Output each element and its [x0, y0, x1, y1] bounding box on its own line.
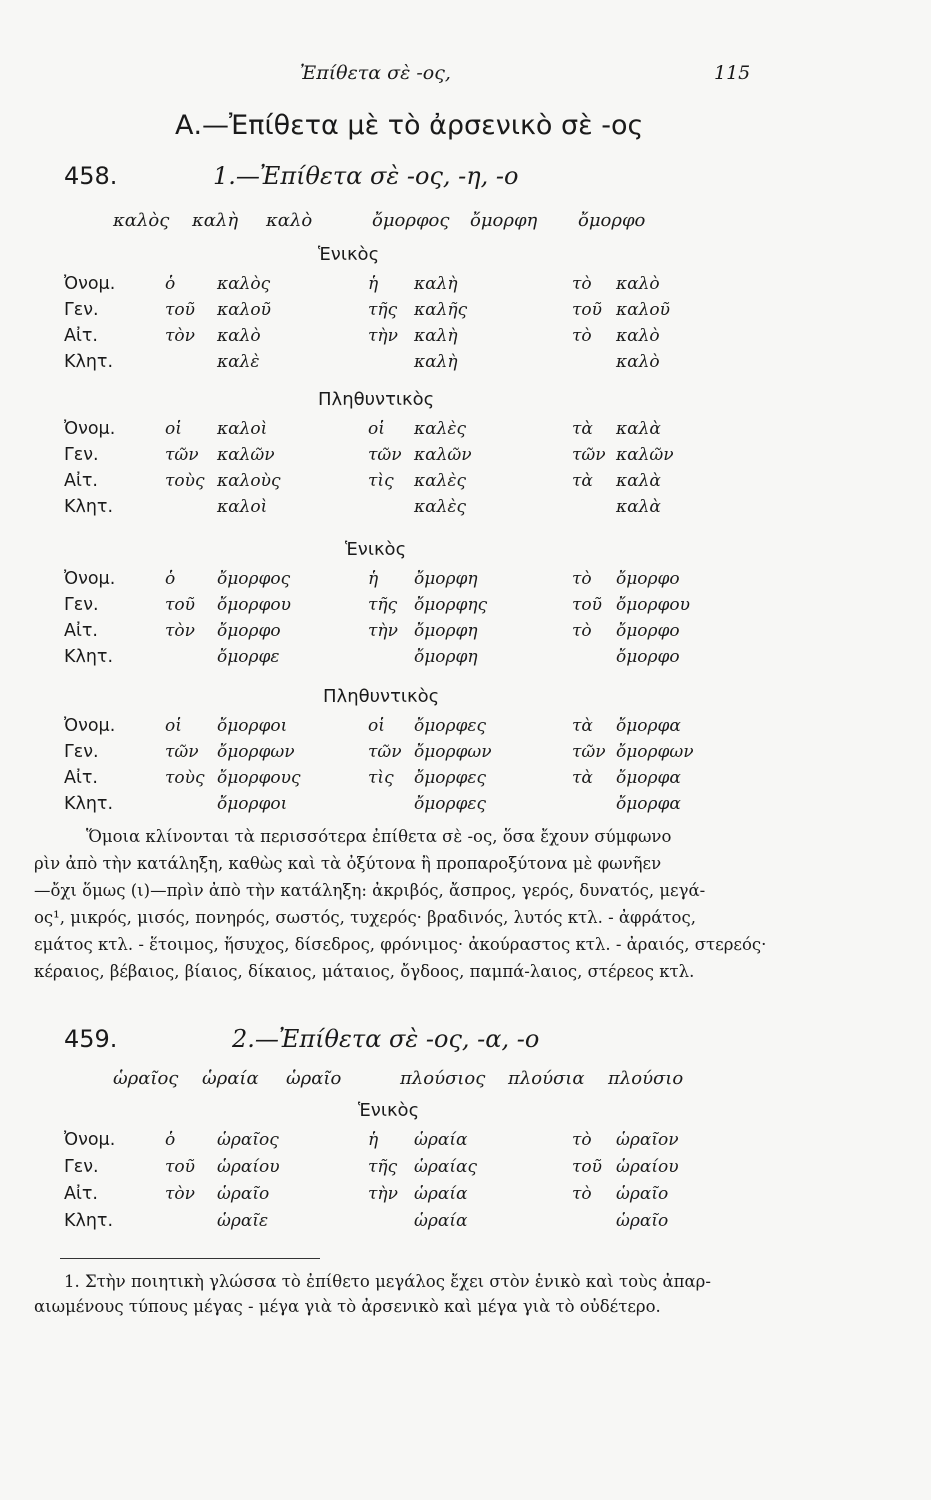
declension-cell: ὄμορφο	[616, 569, 680, 589]
declension-cell: τῶν	[165, 742, 199, 762]
declension-cell: ὄμορφοι	[217, 716, 288, 736]
declension-cell: τοῦ	[572, 595, 602, 615]
declension-cell: τῶν	[572, 742, 606, 762]
declension-cell: ὄμορφου	[217, 595, 291, 615]
case-label: Ὀνομ.	[64, 716, 116, 736]
declension-cell: τὸν	[165, 1184, 195, 1204]
declension-cell: καλὸ	[616, 274, 660, 294]
case-label: Γεν.	[64, 445, 99, 465]
lemma: ὡραῖος	[113, 1068, 179, 1089]
footnote-line: 1. Στὴν ποιητικὴ γλώσσα τὸ ἐπίθετο μεγάλος ἔχει στὸν ἑνικὸ καὶ τοὺς ἀπαρ-	[64, 1272, 711, 1291]
lemma: πλούσια	[508, 1068, 585, 1089]
declension-cell: τὸν	[165, 326, 195, 346]
subsection-heading-1: 1.—Ἐπίθετα σὲ -ος, -η, -ο	[213, 162, 519, 190]
declension-cell: τὸ	[572, 569, 592, 589]
declension-cell: ὡραία	[414, 1130, 468, 1150]
number-label-singular: Ἑνικὸς	[345, 539, 407, 560]
declension-cell: τῶν	[368, 742, 402, 762]
declension-cell: τῆς	[368, 300, 398, 320]
declension-cell: ὄμορφα	[616, 716, 681, 736]
declension-cell: οἱ	[165, 419, 182, 439]
lemma: ὄμορφος	[372, 210, 450, 231]
declension-cell: ὡραῖος	[217, 1130, 279, 1150]
declension-cell: ὡραῖε	[217, 1211, 269, 1231]
declension-cell: ἡ	[368, 569, 379, 589]
declension-cell: οἱ	[368, 419, 385, 439]
section-heading: Α.—Ἐπίθετα μὲ τὸ ἀρσενικὸ σὲ -ος	[175, 110, 644, 141]
declension-cell: τὸ	[572, 1184, 592, 1204]
declension-cell: καλὰ	[616, 497, 661, 517]
declension-cell: καλὸ	[616, 326, 660, 346]
lemma: καλὸς	[113, 210, 170, 231]
declension-cell: ὁ	[165, 274, 176, 294]
note-line: Ὅμοια κλίνονται τὰ περισσότερα ἐπίθετα σὲ -ος, ὅσα ἔχουν σύμφωνο	[86, 827, 672, 846]
note-line: ος¹, μικρός, μισός, πονηρός, σωστός, τυχερός· βραδινός, λυτός κτλ. - ἀφράτος,	[34, 908, 696, 927]
declension-cell: ὄμορφες	[414, 768, 487, 788]
declension-cell: ὡραίου	[217, 1157, 280, 1177]
declension-cell: καλοῦ	[217, 300, 271, 320]
declension-cell: τὴν	[368, 326, 398, 346]
declension-cell: ὄμορφα	[616, 768, 681, 788]
lemma: πλούσιος	[400, 1068, 486, 1089]
note-line: εμάτος κτλ. - ἕτοιμος, ἥσυχος, δίσεδρος, φρόνιμος· ἀκούραστος κτλ. - ἀραιός, στερεός·	[34, 935, 767, 954]
declension-cell: ὄμορφους	[217, 768, 301, 788]
page-number: 115	[714, 62, 751, 84]
declension-cell: ὄμορφης	[414, 595, 488, 615]
declension-cell: τὸ	[572, 326, 592, 346]
declension-cell: καλοὶ	[217, 497, 268, 517]
declension-cell: ὡραίου	[616, 1157, 679, 1177]
paragraph-number-458: 458.	[64, 162, 118, 190]
paragraph-number-459: 459.	[64, 1025, 118, 1053]
declension-cell: ὄμορφα	[616, 794, 681, 814]
declension-cell: καλὲς	[414, 497, 467, 517]
declension-cell: τῶν	[165, 445, 199, 465]
declension-cell: τὸ	[572, 621, 592, 641]
declension-cell: καλὸ	[616, 352, 660, 372]
declension-cell: ὡραῖο	[217, 1184, 270, 1204]
lemma: ὄμορφο	[578, 210, 646, 231]
declension-cell: ὄμορφων	[414, 742, 492, 762]
declension-cell: καλῆς	[414, 300, 468, 320]
declension-cell: ὄμορφες	[414, 716, 487, 736]
lemma: καλὴ	[192, 210, 239, 231]
declension-cell: καλὴ	[414, 352, 458, 372]
declension-cell: ὡραῖον	[616, 1130, 679, 1150]
case-label: Αἰτ.	[64, 471, 98, 491]
declension-cell: καλὴ	[414, 326, 458, 346]
case-label: Γεν.	[64, 595, 99, 615]
declension-cell: ὁ	[165, 569, 176, 589]
case-label: Ὀνομ.	[64, 274, 116, 294]
declension-cell: καλῶν	[616, 445, 674, 465]
case-label: Αἰτ.	[64, 326, 98, 346]
declension-cell: καλὰ	[616, 419, 661, 439]
declension-cell: τὴν	[368, 1184, 398, 1204]
running-head: Ἐπίθετα σὲ -ος,	[300, 62, 451, 84]
declension-cell: ὄμορφο	[217, 621, 281, 641]
declension-cell: τὶς	[368, 768, 394, 788]
declension-cell: τοῦ	[165, 300, 195, 320]
case-label: Αἰτ.	[64, 768, 98, 788]
number-label-plural: Πληθυντικὸς	[323, 686, 440, 707]
declension-cell: τοῦ	[165, 1157, 195, 1177]
case-label: Κλητ.	[64, 794, 114, 814]
declension-cell: τὶς	[368, 471, 394, 491]
declension-cell: τὰ	[572, 419, 593, 439]
declension-cell: καλὲς	[414, 471, 467, 491]
declension-cell: ὡραία	[414, 1211, 468, 1231]
declension-cell: οἱ	[368, 716, 385, 736]
case-label: Κλητ.	[64, 647, 114, 667]
declension-cell: ὄμορφες	[414, 794, 487, 814]
declension-cell: ὄμορφων	[616, 742, 694, 762]
lemma: ὡραία	[202, 1068, 259, 1089]
declension-cell: ὄμορφη	[414, 569, 478, 589]
declension-cell: καλὸ	[217, 326, 261, 346]
number-label-singular: Ἑνικὸς	[318, 244, 380, 265]
case-label: Γεν.	[64, 742, 99, 762]
declension-cell: ὡραῖο	[616, 1211, 669, 1231]
declension-cell: ἡ	[368, 1130, 379, 1150]
number-label-plural: Πληθυντικὸς	[318, 389, 435, 410]
declension-cell: τοὺς	[165, 768, 205, 788]
case-label: Κλητ.	[64, 497, 114, 517]
declension-cell: τὰ	[572, 471, 593, 491]
case-label: Κλητ.	[64, 352, 114, 372]
lemma: πλούσιο	[608, 1068, 684, 1089]
declension-cell: τῶν	[368, 445, 402, 465]
declension-cell: καλοὶ	[217, 419, 268, 439]
declension-cell: τὰ	[572, 716, 593, 736]
case-label: Γεν.	[64, 300, 99, 320]
declension-cell: ὡραία	[414, 1184, 468, 1204]
lemma: ὄμορφη	[470, 210, 538, 231]
declension-cell: τὸ	[572, 1130, 592, 1150]
declension-cell: τὸν	[165, 621, 195, 641]
note-line: —ὄχι ὅμως (ι)—πρὶν ἀπὸ τὴν κατάληξη: ἀκριβός, ἄσπρος, γερός, δυνατός, μεγά-	[34, 881, 706, 900]
declension-cell: ὄμορφο	[616, 647, 680, 667]
declension-cell: τοῦ	[165, 595, 195, 615]
footnote-line: αιωμένους τύπους μέγας - μέγα γιὰ τὸ ἀρσενικὸ καὶ μέγα γιὰ τὸ οὐδέτερο.	[34, 1297, 661, 1316]
declension-cell: ἡ	[368, 274, 379, 294]
note-line: ρὶν ἀπὸ τὴν κατάληξη, καθὼς καὶ τὰ ὀξύτονα ἢ προπαροξύτονα μὲ φωνῆεν	[34, 854, 662, 873]
declension-cell: ὄμορφος	[217, 569, 291, 589]
lemma: ὡραῖο	[286, 1068, 342, 1089]
declension-cell: τοῦ	[572, 300, 602, 320]
declension-cell: ὁ	[165, 1130, 176, 1150]
declension-cell: ὄμορφο	[616, 621, 680, 641]
declension-cell: ὡραίας	[414, 1157, 478, 1177]
declension-cell: ὡραῖο	[616, 1184, 669, 1204]
case-label: Ὀνομ.	[64, 569, 116, 589]
declension-cell: ὄμορφη	[414, 647, 478, 667]
declension-cell: τὸ	[572, 274, 592, 294]
note-line: κέραιος, βέβαιος, βίαιος, δίκαιος, μάταιος, ὄγδοος, παμπά-λαιος, στέρεος κτλ.	[34, 962, 695, 981]
declension-cell: τῶν	[572, 445, 606, 465]
declension-cell: τοὺς	[165, 471, 205, 491]
declension-cell: καλῶν	[414, 445, 472, 465]
subsection-heading-2: 2.—Ἐπίθετα σὲ -ος, -α, -ο	[232, 1025, 540, 1053]
declension-cell: καλὰ	[616, 471, 661, 491]
declension-cell: καλοῦ	[616, 300, 670, 320]
declension-cell: ὄμορφοι	[217, 794, 288, 814]
case-label: Κλητ.	[64, 1211, 114, 1231]
declension-cell: ὄμορφε	[217, 647, 280, 667]
case-label: Ὀνομ.	[64, 419, 116, 439]
declension-cell: οἱ	[165, 716, 182, 736]
case-label: Αἰτ.	[64, 1184, 98, 1204]
footnote-divider	[60, 1258, 320, 1259]
declension-cell: τὴν	[368, 621, 398, 641]
declension-cell: τῆς	[368, 595, 398, 615]
declension-cell: τοῦ	[572, 1157, 602, 1177]
declension-cell: τὰ	[572, 768, 593, 788]
declension-cell: ὄμορφου	[616, 595, 690, 615]
declension-cell: ὄμορφη	[414, 621, 478, 641]
declension-cell: καλὴ	[414, 274, 458, 294]
declension-cell: καλὸς	[217, 274, 271, 294]
lemma: καλὸ	[266, 210, 313, 231]
number-label-singular: Ἑνικὸς	[358, 1100, 420, 1121]
declension-cell: καλοὺς	[217, 471, 281, 491]
declension-cell: ὄμορφων	[217, 742, 295, 762]
case-label: Αἰτ.	[64, 621, 98, 641]
declension-cell: καλὲ	[217, 352, 260, 372]
case-label: Ὀνομ.	[64, 1130, 116, 1150]
declension-cell: τῆς	[368, 1157, 398, 1177]
declension-cell: καλὲς	[414, 419, 467, 439]
declension-cell: καλῶν	[217, 445, 275, 465]
case-label: Γεν.	[64, 1157, 99, 1177]
